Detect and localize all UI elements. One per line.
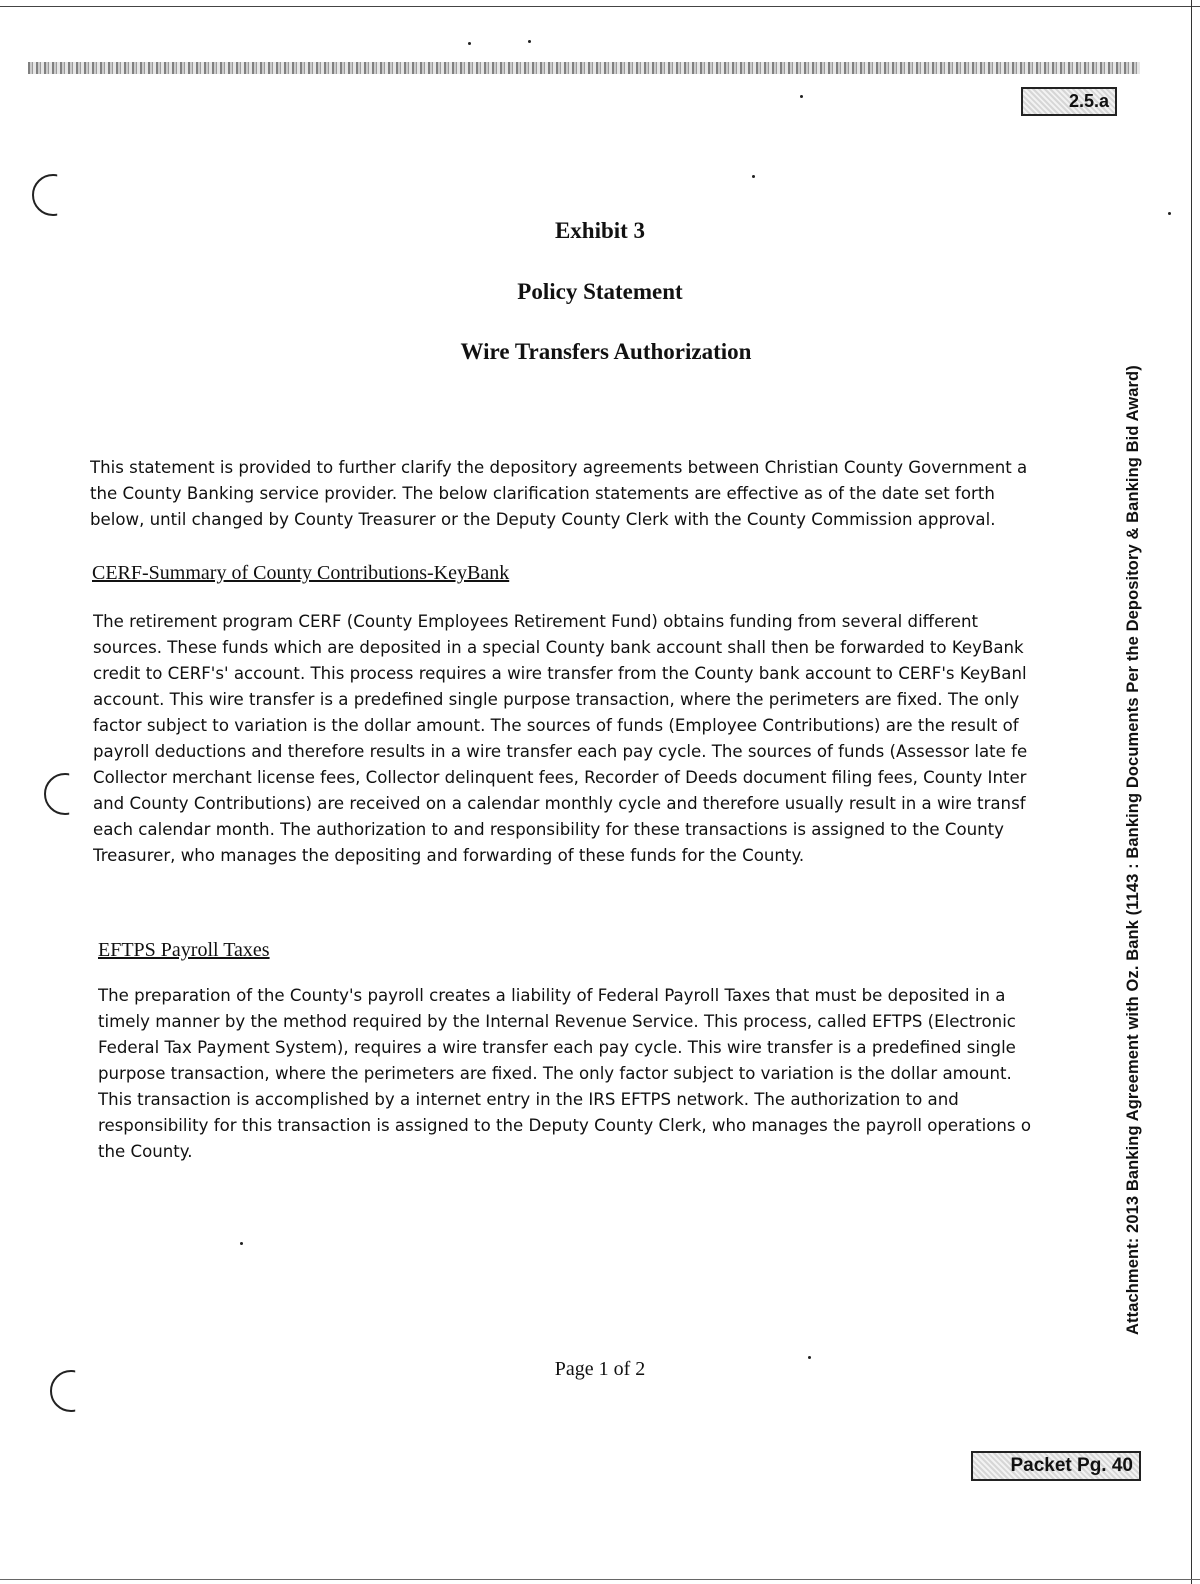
eftps-line: the County.	[98, 1142, 193, 1161]
eftps-line: The preparation of the County's payroll creates a liability of Federal Payroll Taxes that must be deposited in a	[98, 986, 1006, 1005]
attachment-side-note: Attachment: 2013 Banking Agreement with Oz. Bank (1143 : Banking Documents Per the Depository & Banking Bid Award)	[1124, 365, 1142, 1335]
policy-title: Policy Statement	[517, 279, 683, 304]
scan-speck	[752, 175, 755, 178]
section-stamp: 2.5.a	[1021, 87, 1117, 116]
cerf-line: and County Contributions) are received on a calendar monthly cycle and therefore usually result in a wire transf	[93, 794, 1026, 813]
scan-speck	[528, 40, 531, 43]
scan-speck	[240, 1242, 243, 1245]
eftps-line: purpose transaction, where the perimeters are fixed. The only factor subject to variation is the dollar amount.	[98, 1064, 1012, 1083]
eftps-line: This transaction is accomplished by a internet entry in the IRS EFTPS network. The authorization to and	[98, 1090, 959, 1109]
eftps-paragraph	[98, 983, 1100, 1165]
intro-paragraph	[90, 455, 1100, 533]
eftps-line: Federal Tax Payment System), requires a wire transfer each pay cycle. This wire transfer is a predefined single	[98, 1038, 1016, 1057]
exhibit-title: Exhibit 3	[554, 218, 646, 243]
intro-line: This statement is provided to further clarify the depository agreements between Christian County Government a	[90, 458, 1028, 477]
cerf-line: Collector merchant license fees, Collector delinquent fees, Recorder of Deeds document filing fees, County Inter	[93, 768, 1027, 787]
cerf-line: each calendar month. The authorization to and responsibility for these transactions is assigned to the County	[93, 820, 1004, 839]
page-number: Page 1 of 2	[554, 1358, 646, 1380]
scan-speck	[800, 95, 803, 98]
subject-title: Wire Transfers Authorization	[460, 339, 752, 364]
scan-edge-bottom	[0, 1579, 1200, 1580]
cerf-line: account. This wire transfer is a predefined single purpose transaction, where the perimeters are fixed. The only	[93, 690, 1020, 709]
cerf-line: factor subject to variation is the dollar amount. The sources of funds (Employee Contributions) are the result of	[93, 716, 1019, 735]
cerf-line: Treasurer, who manages the depositing and forwarding of these funds for the County.	[93, 846, 805, 865]
scan-speck	[468, 42, 471, 45]
intro-line: the County Banking service provider. The below clarification statements are effective as of the date set forth	[90, 484, 995, 503]
scan-speck	[1168, 212, 1171, 215]
cerf-line: The retirement program CERF (County Employees Retirement Fund) obtains funding from several different	[93, 612, 979, 631]
cerf-heading: CERF-Summary of County Contributions-KeyBank	[92, 562, 510, 584]
cerf-line: sources. These funds which are deposited in a special County bank account shall then be forwarded to KeyBank	[93, 638, 1024, 657]
punch-hole-top	[32, 174, 74, 216]
cerf-paragraph	[93, 609, 1100, 869]
cerf-line: credit to CERF's' account. This process requires a wire transfer from the County bank account to CERF's KeyBanl	[93, 664, 1027, 683]
scan-noise-border	[28, 62, 1140, 74]
cerf-line: payroll deductions and therefore results in a wire transfer each pay cycle. The sources of funds (Assessor late fe	[93, 742, 1028, 761]
packet-page-stamp: Packet Pg. 40	[971, 1451, 1141, 1481]
eftps-line: timely manner by the method required by the Internal Revenue Service. This process, called EFTPS (Electronic	[98, 1012, 1016, 1031]
scan-edge-top	[0, 6, 1200, 7]
punch-hole-middle	[44, 773, 86, 815]
eftps-heading: EFTPS Payroll Taxes	[98, 939, 270, 961]
eftps-line: responsibility for this transaction is assigned to the Deputy County Clerk, who manages the payroll operations o	[98, 1116, 1031, 1135]
intro-line: below, until changed by County Treasurer or the Deputy County Clerk with the County Commission approval.	[90, 510, 996, 529]
